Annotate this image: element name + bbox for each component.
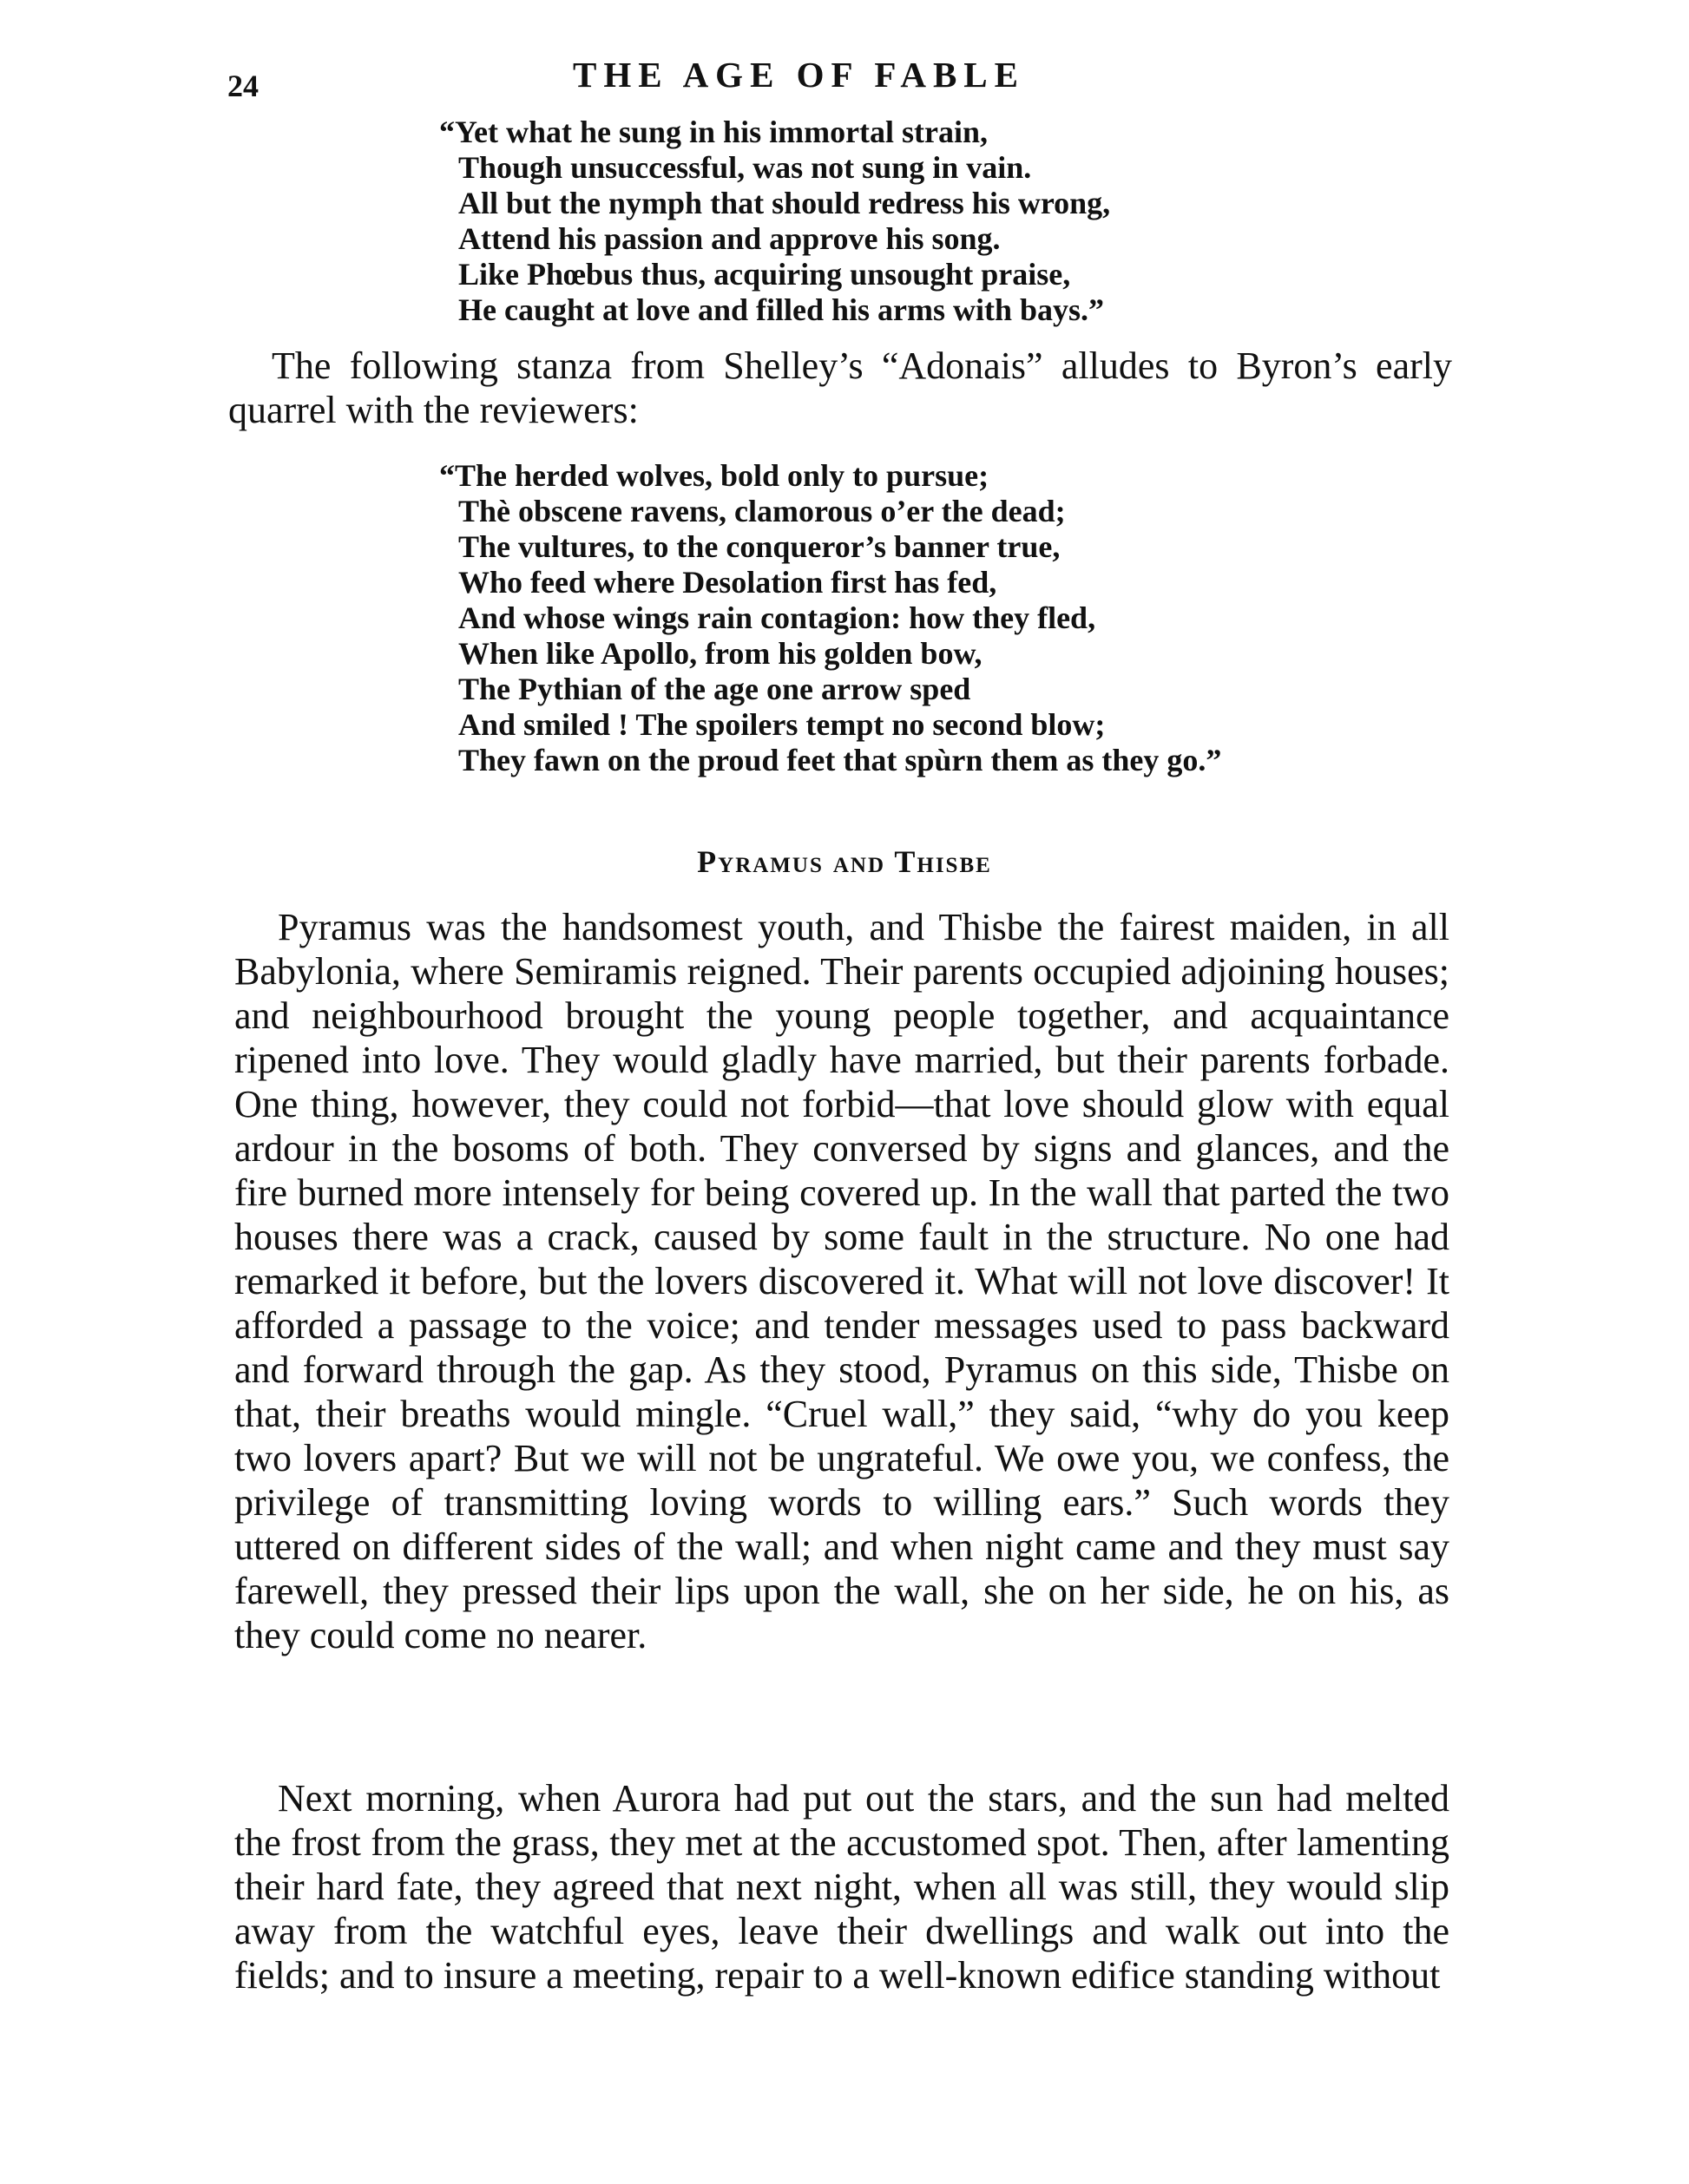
running-title: THE AGE OF FABLE xyxy=(573,55,1025,95)
verse-line: Attend his passion and approve his song. xyxy=(458,221,1001,256)
verse-quotation-2 xyxy=(439,458,1221,778)
verse-line: When like Apollo, from his golden bow, xyxy=(458,636,983,671)
section-title: Pyramus and Thisbe xyxy=(697,844,992,879)
verse-line: Who feed where Desolation first has fed, xyxy=(458,565,997,600)
verse-quotation-1 xyxy=(439,115,1110,328)
verse-line: The vultures, to the conqueror’s banner true, xyxy=(458,529,1061,564)
verse-line: All but the nymph that should redress his wrong, xyxy=(458,186,1111,220)
verse-line: He caught at love and filled his arms with bays.” xyxy=(458,292,1105,327)
verse-line: “Yet what he sung in his immortal strain, xyxy=(439,115,989,149)
verse-line: And smiled ! The spoilers tempt no second blow; xyxy=(458,707,1106,742)
page-number: 24 xyxy=(227,69,259,103)
verse-line: The Pythian of the age one arrow sped xyxy=(458,672,971,706)
verse-line: “The herded wolves, bold only to pursue; xyxy=(439,458,989,493)
verse-line: Thè obscene ravens, clamorous o’er the dead; xyxy=(458,494,1066,528)
verse-line: And whose wings rain contagion: how they fled, xyxy=(458,600,1096,635)
body-paragraph: Next morning, when Aurora had put out the stars, and the sun had melted the frost from the grass, they met at the accustomed spot. Then, after lamenting their hard fate, they agreed that next night, when all was still, they would slip away from the watchful eyes, leave their dwellings and walk out into the fields; and to insure a meeting, repair to a well-known edifice standing without xyxy=(234,1777,1449,1997)
intro-paragraph: The following stanza from Shelley’s “Adonais” alludes to Byron’s early quarrel with the reviewers: xyxy=(228,344,1452,431)
verse-line: They fawn on the proud feet that spùrn them as they go.” xyxy=(458,743,1222,777)
body-paragraph: Pyramus was the handsomest youth, and Thisbe the fairest maiden, in all Babylonia, where Semiramis reigned. Their parents occupied adjoining houses; and neighbourhood brought the young people together, and acquaintance ripened into love. They would gladly have married, but their parents forbade. One thing, however, they could not forbid—that love should glow with equal ardour in the bosoms of both. They conversed by signs and glances, and the fire burned more intensely for being covered up. In the wall that parted the two houses there was a crack, caused by some fault in the structure. No one had remarked it before, but the lovers discovered it. What will not love discover! It afforded a passage to the voice; and tender messages used to pass backward and forward through the gap. As they stood, Pyramus on this side, Thisbe on that, their breaths would mingle. “Cruel wall,” they said, “why do you keep two lovers apart? But we will not be ungrateful. We owe you, we confess, the privilege of transmitting loving words to willing ears.” Such words they uttered on different sides of the wall; and when night came and they must say farewell, they pressed their lips upon the wall, she on her side, he on his, as they could come no nearer. xyxy=(234,906,1449,1656)
verse-line: Like Phœbus thus, acquiring unsought praise, xyxy=(458,257,1071,292)
verse-line: Though unsuccessful, was not sung in vain. xyxy=(458,150,1032,185)
